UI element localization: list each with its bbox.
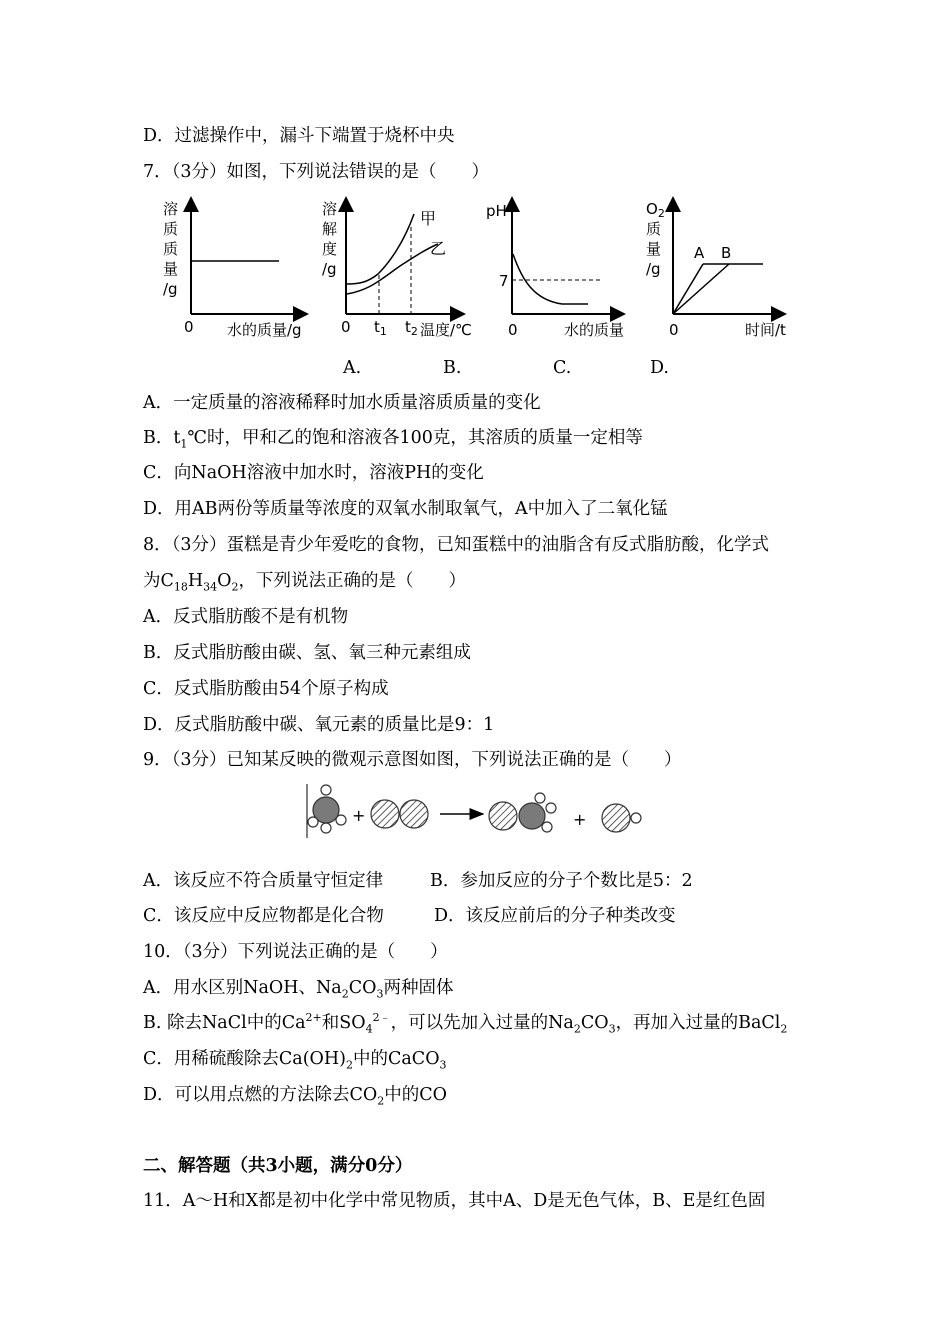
line-a-label: A — [694, 244, 705, 262]
graph-label-b: B. — [443, 358, 462, 378]
graph-b-ylabel-4: /g — [322, 260, 337, 278]
q6-option-d: D．过滤操作中，漏斗下端置于烧杯中央 — [143, 126, 455, 146]
q10-option-a: A．用水区别NaOH、$Na_2CO_3$两种固体 — [143, 978, 454, 1001]
q8-option-a: A．反式脂肪酸不是有机物 — [143, 607, 349, 627]
graph-d-ylabel-2: 量 — [646, 240, 662, 258]
q7-option-c: C．向NaOH溶液中加水时，溶液PH的变化 — [143, 463, 484, 483]
graph-a-ylabel-3: 质 — [163, 240, 179, 258]
q8-stem-line2: 为$C_{18}H_{34}O_2$，下列说法正确的是（ ） — [143, 571, 467, 594]
graph-c-seven: 7 — [499, 272, 509, 290]
graph-a-xlabel: 水的质量/g — [227, 321, 302, 339]
graph-c-xlabel: 水的质量 — [564, 321, 625, 339]
graph-d-ylabel-o: $O_2$ — [646, 200, 665, 220]
graph-b-ylabel-3: 度 — [322, 240, 338, 258]
plus-2: + — [573, 810, 587, 829]
section-2-title: 二、解答题（共3小题，满分0分） — [143, 1156, 413, 1176]
graph-d — [643, 192, 803, 342]
q10-option-d: D．可以用点燃的方法除去$CO_2$中的CO — [143, 1085, 448, 1108]
q10-option-b: B. 除去NaCl中的$Ca^{2+}$和$SO_4^{2﹣}$，可以先加入过量的$Na_2CO_3$，再加入过量的BaCl$_2$ — [143, 1011, 788, 1036]
q9-option-c: C．该反应中反应物都是化合物 — [143, 906, 384, 926]
q9-option-a: A．该反应不符合质量守恒定律 — [143, 871, 384, 891]
graph-a-ylabel-1: 溶 — [163, 200, 179, 218]
q8-stem-line1: 8．（3分）蛋糕是青少年爱吃的食物，已知蛋糕中的油脂含有反式脂肪酸，化学式 — [143, 535, 770, 555]
q8-option-c: C．反式脂肪酸由54个原子构成 — [143, 679, 389, 699]
curve-jia — [347, 214, 414, 284]
graph-c-origin: 0 — [508, 321, 518, 339]
q10-option-c: C．用稀硫酸除去$Ca(OH)_2$中的CaCO$_3$ — [143, 1049, 447, 1072]
graph-label-a: A. — [343, 358, 362, 378]
graph-c-ylabel: pH — [486, 202, 507, 220]
q7-option-d: D．用AB两份等质量等浓度的双氧水制取氧气，A中加入了二氧化锰 — [143, 499, 668, 519]
q9-option-d: D．该反应前后的分子种类改变 — [434, 906, 676, 926]
plus-1: + — [352, 806, 366, 825]
ph-curve — [513, 254, 588, 304]
graph-b-t1: $t_1$ — [374, 318, 387, 338]
graph-b-t2: $t_2$ — [405, 318, 418, 338]
curve-jia-label: 甲 — [420, 209, 437, 228]
graph-a-ylabel-4: 量 — [163, 260, 179, 278]
graph-d-ylabel-3: /g — [646, 260, 661, 278]
product-molecule-1 — [489, 793, 556, 832]
curve-yi — [347, 244, 438, 294]
line-b-label: B — [721, 244, 732, 262]
graph-b — [320, 192, 480, 342]
graph-b-xlabel: 温度/℃ — [420, 321, 472, 339]
graph-label-d: D. — [650, 358, 669, 378]
q11-stem: 11．A～H和X都是初中化学中常见物质，其中A、D是无色气体，B、E是红色固 — [143, 1191, 766, 1211]
graph-b-ylabel-1: 溶 — [322, 200, 338, 218]
reactant-molecule-1 — [308, 785, 346, 833]
q7-option-b: B．$t_1℃$时，甲和乙的饱和溶液各100克，其溶质的质量一定相等 — [143, 428, 643, 451]
q9-option-b: B．参加反应的分子个数比是5：2 — [430, 871, 693, 891]
q10-stem: 10．（3分）下列说法正确的是（ ） — [143, 942, 448, 962]
graph-a-ylabel-2: 质 — [163, 220, 179, 238]
graph-a-ylabel-5: /g — [163, 280, 178, 298]
graph-a-origin: 0 — [184, 318, 194, 336]
graph-d-ylabel-1: 质 — [646, 220, 662, 238]
graph-c — [482, 192, 642, 342]
q9-stem: 9．（3分）已知某反映的微观示意图如图，下列说法正确的是（ ） — [143, 750, 682, 770]
product-molecule-2 — [602, 804, 641, 832]
q8-option-b: B．反式脂肪酸由碳、氢、氧三种元素组成 — [143, 643, 471, 663]
q7-option-a: A．一定质量的溶液稀释时加水质量溶质质量的变化 — [143, 393, 541, 413]
graph-d-xlabel: 时间/t — [745, 321, 786, 339]
reactant-molecule-2 — [371, 800, 428, 828]
graph-d-origin: 0 — [669, 321, 679, 339]
graph-b-ylabel-2: 解 — [322, 220, 338, 238]
graph-a — [155, 192, 325, 342]
q7-stem: 7．（3分）如图，下列说法错误的是（ ） — [143, 162, 490, 182]
graph-b-origin: 0 — [341, 318, 351, 336]
reaction-diagram — [300, 782, 660, 840]
graph-label-c: C. — [553, 358, 572, 378]
q8-option-d: D．反式脂肪酸中碳、氧元素的质量比是9：1 — [143, 715, 495, 735]
curve-yi-label: 乙 — [430, 239, 447, 258]
